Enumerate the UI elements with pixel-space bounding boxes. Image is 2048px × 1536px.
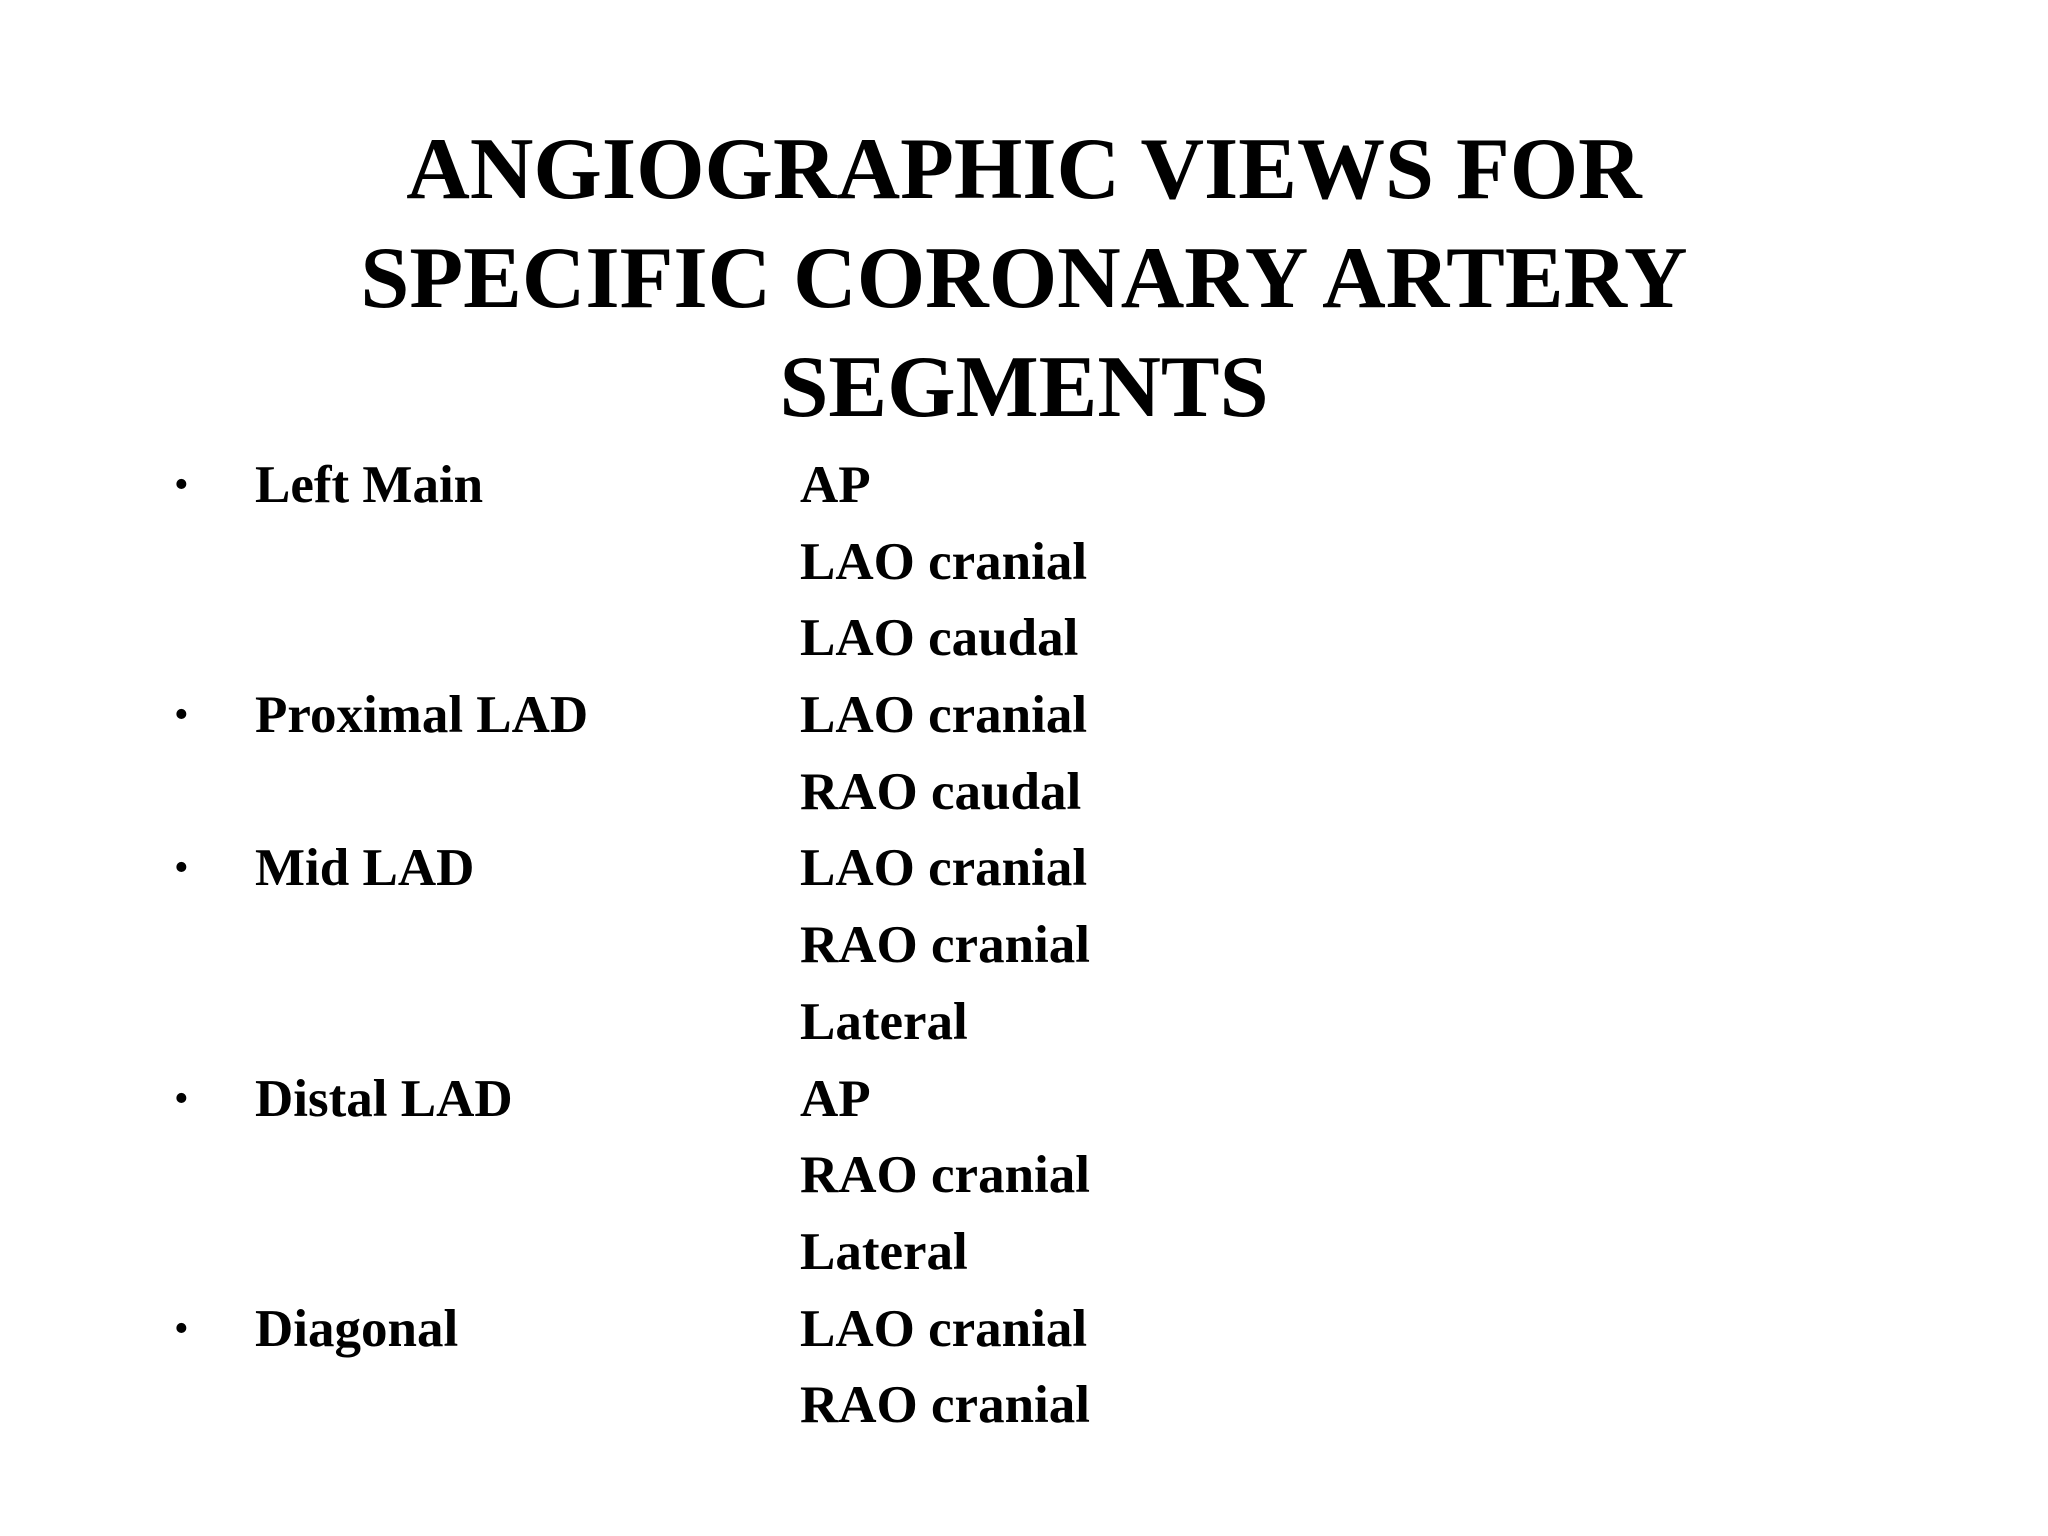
bullet-icon: • (174, 462, 189, 508)
view-label: LAO cranial (800, 839, 1088, 898)
view-label: LAO caudal (800, 609, 1079, 668)
list-row (0, 1291, 2048, 1368)
view-label: RAO caudal (800, 762, 1082, 821)
title-line-2: SPECIFIC CORONARY ARTERY (360, 230, 1688, 327)
list-row (0, 524, 2048, 601)
bullet-icon: • (174, 845, 189, 892)
segment-view-list (0, 447, 2048, 1444)
bullet-icon: • (174, 692, 189, 739)
view-label: LAO cranial (800, 686, 1088, 745)
view-label: RAO cranial (800, 916, 1090, 975)
bullet-icon: • (174, 1305, 189, 1352)
view-label: AP (800, 1069, 871, 1128)
list-row (0, 600, 2048, 677)
view-label: LAO cranial (800, 1299, 1088, 1358)
list-row (0, 830, 2048, 907)
segment-label: Proximal LAD (255, 686, 589, 745)
view-label: LAO cranial (800, 532, 1088, 591)
list-row (0, 1367, 2048, 1444)
view-label: Lateral (800, 1222, 968, 1281)
slide-title (224, 115, 1824, 442)
title-line-1: ANGIOGRAPHIC VIEWS FOR (406, 121, 1642, 218)
list-row (0, 1214, 2048, 1291)
list-row (0, 1061, 2048, 1138)
segment-label: Mid LAD (255, 839, 475, 898)
view-label: Lateral (800, 992, 968, 1051)
segment-label: Distal LAD (255, 1069, 513, 1128)
segment-label: Left Main (255, 456, 484, 514)
title-line-3: SEGMENTS (779, 339, 1269, 436)
list-row (0, 677, 2048, 754)
list-row (0, 1137, 2048, 1214)
view-label: AP (800, 456, 871, 514)
view-label: RAO cranial (800, 1146, 1090, 1205)
bullet-icon: • (174, 1075, 189, 1122)
list-row (0, 984, 2048, 1061)
segment-label: Diagonal (255, 1299, 459, 1358)
list-row (0, 907, 2048, 984)
view-label: RAO cranial (800, 1376, 1090, 1435)
list-row (0, 754, 2048, 831)
list-row (0, 447, 2048, 524)
